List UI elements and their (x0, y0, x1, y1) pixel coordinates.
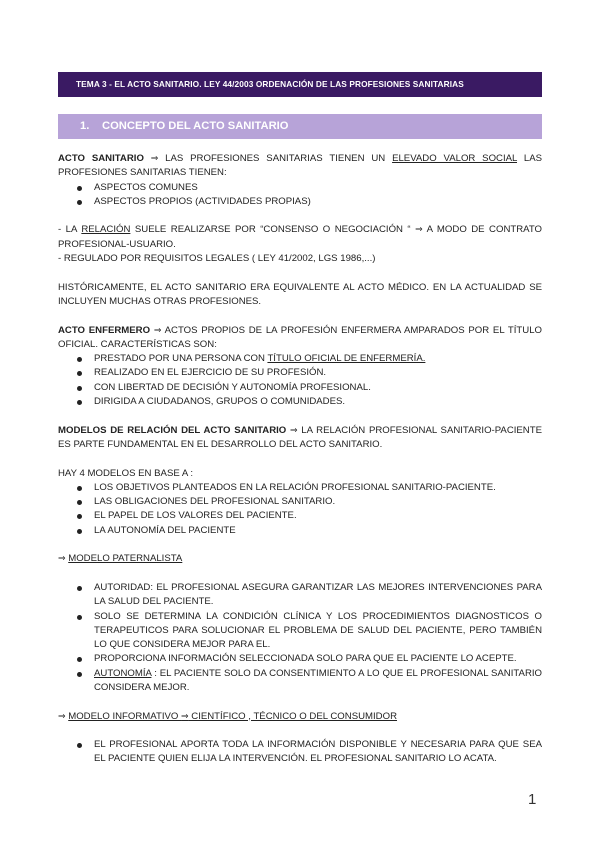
list-item (58, 395, 542, 409)
informativo-title (68, 711, 397, 722)
list-item-text: ASPECTOS PROPIOS (ACTIVIDADES PROPIAS) (94, 195, 311, 207)
list-item-text: LA AUTONOMÍA DEL PACIENTE (94, 524, 236, 536)
relacion-text: - LA (58, 224, 82, 236)
document-body (58, 152, 542, 767)
acto-sanitario-underlined: ELEVADO VALOR SOCIAL (392, 153, 518, 164)
bullet-icon (77, 200, 82, 205)
modelos-paragraph (58, 424, 542, 453)
acto-enfermero-paragraph (58, 324, 542, 353)
list-item (58, 509, 542, 523)
arrow-icon: ⇒ (289, 425, 298, 436)
modelos-term: MODELOS DE RELACIÓN DEL ACTO SANITARIO (58, 424, 287, 436)
bullet-icon (77, 743, 82, 748)
acto-sanitario-text: LAS PROFESIONES SANITARIAS TIENEN UN (158, 153, 393, 164)
paternalista-title: MODELO PATERNALISTA (68, 553, 183, 565)
relacion-text-middle: SUELE REALIZARSE POR “CONSENSO O NEGOCIACIÓN “ (130, 224, 416, 236)
list-item (58, 652, 542, 666)
paternalista-list (58, 581, 542, 695)
list-item-text: AUTORIDAD: EL PROFESIONAL ASEGURA GARANTIZAR LAS MEJORES INTERVENCIONES PARA LA SALUD DEL PACIENTE. (94, 581, 542, 608)
arrow-icon: ⇒ (153, 325, 162, 336)
acto-sanitario-term: ACTO SANITARIO (58, 153, 144, 164)
list-item (58, 581, 542, 610)
acto-sanitario-paragraph (58, 152, 542, 181)
list-item-text: LAS OBLIGACIONES DEL PROFESIONAL SANITARIO. (94, 496, 336, 508)
acto-enfermero-list (58, 352, 542, 409)
list-item-text: EL PROFESIONAL APORTA TODA LA INFORMACIÓN DISPONIBLE Y NECESARIA PARA QUE SEA EL PACIENTE QUIEN ELIJA LA INTERVENCIÓN. EL PROFESIONAL SANITARIO LO ACATA. (94, 739, 542, 765)
list-item-text: REALIZADO EN EL EJERCICIO DE SU PROFESIÓN. (94, 367, 327, 379)
bullet-icon (77, 586, 82, 591)
informativo-title-part1: MODELO INFORMATIVO (68, 710, 182, 722)
list-item (58, 381, 542, 395)
bullet-icon (77, 486, 82, 491)
list-item-text: LOS OBJETIVOS PLANTEADOS EN LA RELACIÓN PROFESIONAL SANITARIO-PACIENTE. (94, 481, 496, 493)
bullet-icon (77, 615, 82, 620)
list-item-underlined: TÍTULO OFICIAL DE ENFERMERÍA. (267, 353, 426, 365)
informativo-heading (58, 710, 542, 724)
relacion-text-suffix: A MODO DE CONTRATO PROFESIONAL-USUARIO. (58, 224, 542, 250)
acto-sanitario-list (58, 181, 542, 210)
bullet-icon (77, 657, 82, 662)
spacer (58, 309, 542, 323)
document-header (58, 72, 542, 97)
bullet-icon (77, 357, 82, 362)
spacer (58, 209, 542, 223)
list-item-text: PROPORCIONA INFORMACIÓN SELECCIONADA SOLO PARA QUE EL PACIENTE LO ACEPTE. (94, 653, 517, 665)
list-item (58, 181, 542, 195)
document-title: TEMA 3 - EL ACTO SANITARIO. LEY 44/2003 ORDENACIÓN DE LAS PROFESIONES SANITARIAS (76, 79, 464, 89)
list-item-text: CON LIBERTAD DE DECISIÓN Y AUTONOMÍA PROFESIONAL. (94, 381, 371, 393)
bullet-icon (77, 400, 82, 405)
list-item-text: ASPECTOS COMUNES (94, 181, 198, 193)
arrow-icon: ⇒ (150, 154, 159, 164)
section-title: CONCEPTO DEL ACTO SANITARIO (102, 120, 289, 132)
informativo-title-part2: CIENTÍFICO , TÉCNICO O DEL CONSUMIDOR (188, 710, 398, 722)
arrow-icon: ⇒ (415, 225, 423, 236)
spacer (58, 452, 542, 466)
spacer (58, 409, 542, 423)
spacer (58, 567, 542, 581)
relacion-paragraph (58, 223, 542, 252)
relacion-underlined: RELACIÓN (81, 224, 131, 236)
arrow-icon: ⇒ (58, 554, 66, 565)
spacer (58, 266, 542, 280)
arrow-icon: ⇒ (58, 711, 66, 722)
list-item (58, 495, 542, 509)
list-item (58, 352, 542, 366)
bullet-icon (77, 386, 82, 391)
spacer (58, 724, 542, 738)
paternalista-heading (58, 552, 542, 566)
bullet-icon (77, 371, 82, 376)
acto-enfermero-text: ACTOS PROPIOS DE LA PROFESIÓN ENFERMERA AMPARADOS POR EL TÍTULO OFICIAL. CARACTERÍSTICAS SON: (58, 324, 543, 350)
relacion-line-2: - REGULADO POR REQUISITOS LEGALES ( LEY 41/2002, LGS 1986,...) (58, 253, 376, 265)
list-item-text: : EL PACIENTE SOLO DA CONSENTIMIENTO A LO QUE EL PROFESIONAL SANITARIO CONSIDERA MEJOR. (94, 667, 542, 693)
bullet-icon (77, 186, 82, 191)
page-number: 1 (528, 791, 537, 808)
bullet-icon (77, 529, 82, 534)
list-item-text: PRESTADO POR UNA PERSONA CON (94, 353, 268, 365)
section-heading (58, 114, 542, 139)
list-item-underlined: AUTONOMÍA (94, 667, 152, 679)
modelos-text: LA RELACIÓN PROFESIONAL SANITARIO-PACIENTE ES PARTE FUNDAMENTAL EN EL DESARROLLO DEL ACTO SANITARIO. (58, 424, 542, 450)
list-item (58, 738, 542, 767)
spacer (58, 695, 542, 709)
list-item-text: DIRIGIDA A CIUDADANOS, GRUPOS O COMUNIDADES. (94, 396, 346, 408)
bullet-icon (77, 672, 82, 677)
modelos-list (58, 481, 542, 538)
historicamente-paragraph: HISTÓRICAMENTE, EL ACTO SANITARIO ERA EQUIVALENTE AL ACTO MÉDICO. EN LA ACTUALIDAD SE INCLUYEN MUCHAS OTRAS PROFESIONES. (58, 281, 542, 307)
acto-sanitario-text-after: LAS PROFESIONES SANITARIAS TIENEN: (58, 153, 542, 179)
arrow-icon: ⇒ (181, 711, 189, 722)
list-item-text: EL PAPEL DE LOS VALORES DEL PACIENTE. (94, 510, 297, 522)
list-item-text: SOLO SE DETERMINA LA CONDICIÓN CLÍNICA Y LOS PROCEDIMIENTOS DIAGNOSTICOS O TERAPEUTICOS PARA SOLUCIONAR EL PROBLEMA DE SALUD DEL PACIENTE, PERO TAMBIÉN LO QUE CONSIDERA MEJOR PARA EL. (94, 610, 542, 651)
modelos-intro: HAY 4 MODELOS EN BASE A : (58, 467, 194, 479)
list-item (58, 481, 542, 495)
spacer (58, 538, 542, 552)
list-item (58, 667, 542, 696)
section-number: 1. (80, 120, 90, 132)
list-item (58, 524, 542, 538)
informativo-list (58, 738, 542, 767)
bullet-icon (77, 500, 82, 505)
bullet-icon (77, 514, 82, 519)
list-item (58, 195, 542, 209)
list-item (58, 610, 542, 653)
list-item (58, 366, 542, 380)
acto-enfermero-term: ACTO ENFERMERO (58, 324, 151, 336)
